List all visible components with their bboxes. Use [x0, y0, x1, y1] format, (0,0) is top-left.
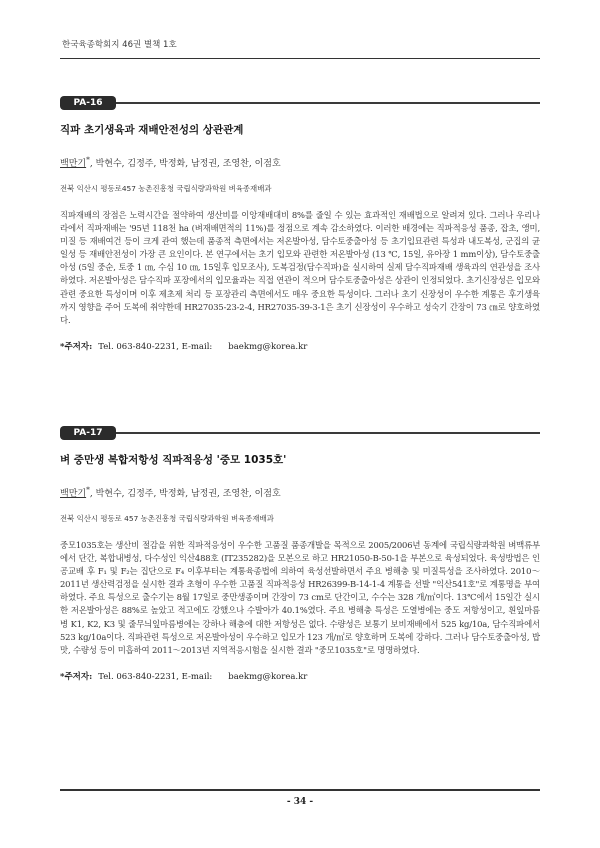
paper-title: 직파 초기생육과 재배안전성의 상관관계: [60, 124, 244, 136]
contact-tel: Tel. 063-840-2231,: [98, 671, 179, 682]
abstract-section-pa16: [60, 96, 540, 352]
contact-line: [60, 340, 540, 352]
section-badge-row: [60, 426, 540, 440]
contact-tel: Tel. 063-840-2231,: [98, 341, 179, 352]
header-divider: [60, 58, 540, 59]
affiliation: 전북 익산시 평동로 457 농촌진흥청 국립식량과학원 벼육종재배과: [60, 514, 274, 523]
abstract-body: 직파재배의 장점은 노력시간을 절약하여 생산비를 이앙재배대비 8%를 줄일 수 있는 효과적인 재배법으로 알려져 있다. 그러나 우리나라에서 직파재배는 '95년 118천 ha (벼재배면적의 11%)를 정점으로 계속 감소하였다. 이러한 배경에는 직파적응성 품종, 잡초, 앵미, 미질 등 재배여건 등이 크게 관여 했는데 품종적 측면에서는 저온발아성, 담수토중출아성 등 초기입묘관련 특성과 내도복성, 군집의 균일성 등 재배안전성이 가장 큰 요인이다. 본 연구에서는 초기 입모와 관련한 저온발아성 (13 ℃, 15일, 유아장 1 mm이상), 담수토중출아성 (5일 중순, 토중 1 ㎝, 수심 10 ㎝, 15일후 입모조사), 도복검정(담수직파)을 실시하여 실제 담수직파재배 생육과의 연관성을 조사하였다. 저온발아성은 담수직파 포장에서의 입모율과는 직접 연관이 적으며 담수토중출아성은 상관이 인정되었다. 초기신장성은 입모와 관련 중요한 특성이며 이후 제초제 처리 등 포장관리 측면에서도 매우 중요한 특성이다. 그러나 초기 신장성이 우수한 계통은 후기생육까지 영향을 주어 도복에 취약한데 HR27035-23-2-4, HR27035-39-3-1은 초기 신장성이 우수하고 성숙기 간장이 73 ㎝로 양호하였다.: [60, 210, 540, 325]
abstract-body: 중모1035호는 생산비 절감을 위한 직파적응성이 우수한 고품질 품종개발을 목적으로 2005/2006년 동계에 국립식량과학원 벼맥류부에서 단간, 복합내병성, 다수성인 익산488호 (IT235282)을 모본으로 하고 HR21050-B-50-1을 부본으로 육성되었다. 육성방법은 인공교배 후 F₁ 및 F₂는 집단으로 F₄ 이후부터는 계통육종법에 의하여 육성선발하면서 주요 병해충 및 미질특성을 조사하였다. 2010～2011년 생산력검정을 실시한 결과 초형이 우수한 고품질 직파적응성 HR26399-B-14-1-4 계통을 선발 "익산541호"로 계통명을 부여하였다. 주요 특성으로 출수기는 8월 17일로 중만생종이며 간장이 73 cm로 단간이고, 수수는 328 개/㎡이다. 13℃에서 15일간 실시한 저온발아성은 88%로 높았고 적고에도 강했으나 수발아가 40.1%였다. 주요 병해충 특성은 도열병에는 중도 저항성이고, 흰잎마름병 K1, K2, K3 및 줄무늬잎마름병에는 강하나 해충에 대한 저항성은 없다. 수량성은 보통기 보비재배에서 525 kg/10a, 담수직파에서 523 kg/10a이다. 직파관련 특성으로 저온발아성이 우수하고 입모가 123 개/㎡로 양호하며 도복에 강하다. 그러나 담수토중출아성, 밥맛, 수량성 등이 미흡하여 2011～2013년 지역적응시험을 실시한 결과 "중모1035호"로 명명하였다.: [60, 540, 540, 655]
contact-line: [60, 670, 540, 682]
email-label: E-mail:: [181, 671, 213, 682]
page-number: - 34 -: [286, 797, 314, 807]
abstract-section-pa17: [60, 426, 540, 682]
section-badge: PA-17: [60, 426, 116, 440]
badge-rule: [60, 102, 540, 104]
corresponding-mark: *: [86, 155, 90, 164]
author-list: [60, 155, 540, 169]
presenting-author: 백만기: [60, 489, 87, 499]
running-header: 한국육종학회지 46권 별책 1호: [62, 40, 177, 50]
presenting-author: 백만기: [60, 159, 87, 169]
contact-email[interactable]: baekmg@korea.kr: [228, 341, 308, 352]
author-list: [60, 485, 540, 499]
footer-divider: [60, 789, 540, 791]
coauthors: , 박현수, 김정주, 박정화, 남정권, 조영찬, 이점호: [89, 159, 281, 169]
badge-rule: [60, 432, 540, 434]
coauthors: , 박현수, 김정주, 박정화, 남정권, 조영찬, 이점호: [89, 489, 281, 499]
affiliation: 전북 익산시 평동로457 농촌진흥청 국립식량과학원 벼육종재배과: [60, 184, 272, 193]
section-badge-row: [60, 96, 540, 110]
contact-label: *주저자:: [60, 671, 93, 682]
contact-email[interactable]: baekmg@korea.kr: [228, 671, 308, 682]
email-label: E-mail:: [181, 341, 213, 352]
section-badge: PA-16: [60, 96, 116, 110]
contact-label: *주저자:: [60, 341, 93, 352]
corresponding-mark: *: [86, 485, 90, 494]
paper-title: 벼 중만생 복합저항성 직파적응성 '중모 1035호': [60, 454, 287, 466]
